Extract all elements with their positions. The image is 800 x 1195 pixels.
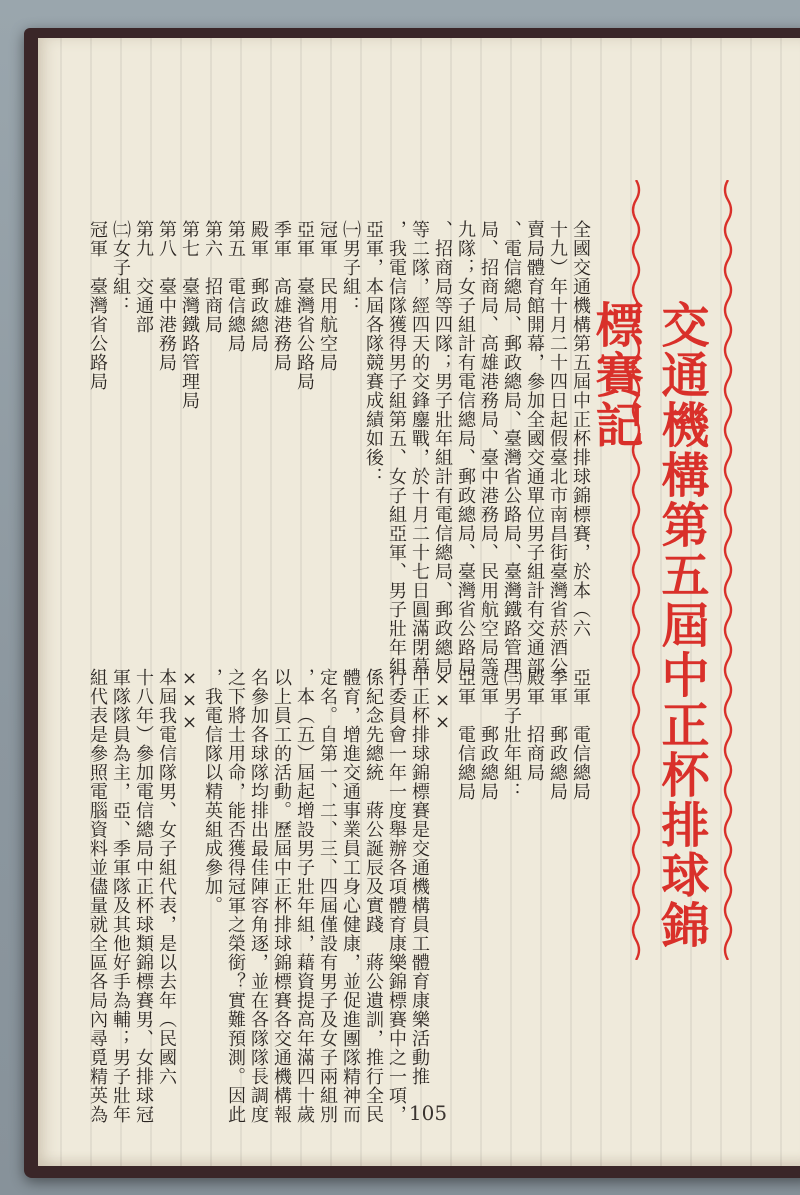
result-line: 季軍 高雄港務局 bbox=[271, 220, 292, 372]
result-line: 冠軍 臺灣省公路局 bbox=[87, 220, 108, 391]
result-line: 亞軍 臺灣省公路局 bbox=[294, 220, 315, 391]
result-line: 第八 臺中港務局 bbox=[156, 220, 177, 372]
text-column: 、招商局等四隊；男子壯年組計有電信總局、郵政總局 bbox=[432, 220, 453, 676]
section-heading-men: ㈠男子組： bbox=[340, 220, 361, 315]
result-line: 第六 招商局 bbox=[202, 220, 223, 334]
text-column: 組代表是參照電腦資料並儘量就全區各局內尋覓精英為 bbox=[87, 668, 108, 1124]
section-separator: ××× bbox=[179, 668, 200, 734]
text-column: 十九）年十月二十四日起假臺北市南昌街臺灣省菸酒公 bbox=[547, 220, 568, 676]
text-column: 行委員會一年一度舉辦各項體育康樂錦標賽中之一項， bbox=[386, 668, 407, 1124]
result-line: 第七 臺灣鐵路管理局 bbox=[179, 220, 200, 410]
result-line: 殿軍 招商局 bbox=[524, 668, 545, 782]
result-line: 亞軍 電信總局 bbox=[455, 668, 476, 801]
text-column: 軍隊隊員為主，亞、季軍隊及其他好手為輔；男子壯年 bbox=[110, 668, 131, 1124]
text-column: 定名。自第一、二、三、四屆僅設有男子及女子兩組別 bbox=[317, 668, 338, 1124]
text-column: 全國交通機構第五屆中正杯排球錦標賽，於本（六 bbox=[570, 220, 591, 638]
result-line: 冠軍 民用航空局 bbox=[317, 220, 338, 372]
result-line: 第九 交通部 bbox=[133, 220, 154, 334]
text-column: 賣局體育館開幕，參加全國交通單位男子組計有交通部 bbox=[524, 220, 545, 676]
result-line: 第五 電信總局 bbox=[225, 220, 246, 353]
text-column: ，我電信隊以精英組成參加。 bbox=[202, 668, 223, 915]
section-separator: ××× bbox=[432, 668, 453, 734]
text-column: 等二隊，經四天的交鋒鏖戰，於十月二十七日圓滿閉幕 bbox=[409, 220, 430, 676]
result-line: 冠軍 郵政總局 bbox=[478, 668, 499, 801]
article-title: 交通機構第五屆中正杯排球錦標賽記 bbox=[587, 300, 709, 950]
article-body-upper bbox=[87, 220, 592, 676]
text-column: 十八年）參加電信總局中正杯球類錦標賽男、女排球冠 bbox=[133, 668, 154, 1124]
result-line: 季軍 郵政總局 bbox=[547, 668, 568, 801]
text-column: 以上員工的活動。歷屆中正杯排球錦標賽各交通機構報 bbox=[271, 668, 292, 1124]
page-number: 105 bbox=[408, 1101, 448, 1125]
title-block bbox=[587, 180, 720, 960]
result-line: 殿軍 郵政總局 bbox=[248, 220, 269, 353]
text-column: 、電信總局、郵政總局、臺灣省公路局、臺灣鐵路管理 bbox=[501, 220, 522, 676]
text-column: 名參加各球隊均排出最佳陣容角逐，並在各隊隊長調度 bbox=[248, 668, 269, 1124]
text-column: 亞軍，本屆各隊競賽成績如後： bbox=[363, 220, 384, 486]
text-column: 本屆我電信隊男、女子組代表，是以去年（民國六 bbox=[156, 668, 177, 1086]
section-heading-women: ㈡女子組： bbox=[110, 220, 131, 315]
text-column: ，我電信隊獲得男子組第五、女子組亞軍、男子壯年組 bbox=[386, 220, 407, 676]
text-column: 體育，增進交通事業員工身心健康，並促進團隊精神而 bbox=[340, 668, 361, 1124]
text-column: ，本（五）屆起增設男子壯年組，藉資提高年滿四十歲 bbox=[294, 668, 315, 1124]
title-ornament-right bbox=[722, 180, 734, 960]
text-column: 九隊；女子組計有電信總局、郵政總局、臺灣省公路局 bbox=[455, 220, 476, 676]
title-ornament-left bbox=[630, 180, 642, 960]
text-column: 係紀念先總統 蔣公誕辰及實踐 蔣公遺訓，推行全民 bbox=[363, 668, 384, 1124]
text-column: 之下將士用命，能否獲得冠軍之榮銜？實難預測。因此 bbox=[225, 668, 246, 1124]
text-column: 中正杯排球錦標賽是交通機構員工體育康樂活動推 bbox=[409, 668, 430, 1086]
section-heading-senior-men: ㈢男子壯年組： bbox=[501, 668, 522, 801]
text-column: 局、招商局、高雄港務局、臺中港務局、民用航空局等 bbox=[478, 220, 499, 676]
book-page bbox=[38, 38, 800, 1166]
result-line: 亞軍 電信總局 bbox=[570, 668, 591, 801]
